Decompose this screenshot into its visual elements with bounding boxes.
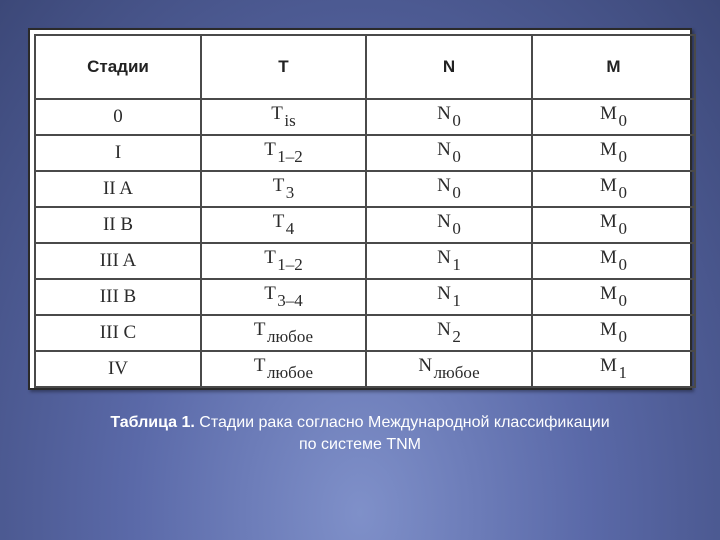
n-subscript: любое [433,363,480,382]
stage-cell: II A [35,171,201,207]
stage-cell: 0 [35,99,201,135]
table-body [35,99,695,387]
m-subscript: 1 [618,363,627,382]
m-subscript: 0 [618,255,627,274]
n-subscript: 1 [452,255,461,274]
t-symbol: T [253,319,266,340]
caption-label: Таблица 1. [110,414,195,431]
n-category-cell [366,315,532,351]
m-subscript: 0 [618,147,627,166]
n-symbol: N [437,211,452,232]
t-subscript: 3 [285,183,295,202]
n-symbol: N [437,319,452,340]
m-symbol: M [600,247,618,268]
n-symbol: N [437,247,452,268]
t-symbol: T [253,355,266,376]
m-category-cell [532,99,695,135]
t-symbol: T [272,175,285,196]
stage-cell: II B [35,207,201,243]
stage-cell: III A [35,243,201,279]
t-symbol: T [264,247,277,268]
table-row [35,315,695,351]
t-category-cell [201,351,366,387]
m-category-cell [532,351,695,387]
t-category-cell [201,279,366,315]
n-category-cell [366,171,532,207]
n-symbol: N [437,103,452,124]
t-category-cell [201,171,366,207]
n-subscript: 0 [452,183,461,202]
t-subscript: 1–2 [277,147,303,166]
stage-cell: IV [35,351,201,387]
n-category-cell [366,207,532,243]
n-subscript: 0 [452,219,461,238]
n-category-cell [366,135,532,171]
tnm-table-frame [28,28,692,390]
n-subscript: 1 [452,291,461,310]
n-symbol: N [418,355,433,376]
n-subscript: 2 [452,327,461,346]
header-n: N [366,35,532,99]
n-category-cell [366,99,532,135]
m-category-cell [532,315,695,351]
m-subscript: 0 [618,111,627,130]
m-category-cell [532,279,695,315]
n-subscript: 0 [452,147,461,166]
t-subscript: 3–4 [277,291,303,310]
t-category-cell [201,207,366,243]
m-symbol: M [600,319,618,340]
caption-text: Стадии рака согласно Международной классификации по системе TNM [194,414,610,453]
table-row [35,135,695,171]
t-category-cell [201,243,366,279]
table-header-row [35,35,695,99]
t-category-cell [201,135,366,171]
t-category-cell [201,99,366,135]
m-symbol: M [600,355,618,376]
m-symbol: M [600,103,618,124]
m-symbol: M [600,211,618,232]
table-row [35,279,695,315]
m-category-cell [532,135,695,171]
t-symbol: T [272,211,285,232]
table-row [35,171,695,207]
table-caption [100,412,620,456]
m-subscript: 0 [618,291,627,310]
n-symbol: N [437,139,452,160]
m-symbol: M [600,139,618,160]
m-symbol: M [600,175,618,196]
m-category-cell [532,243,695,279]
t-symbol: T [264,139,277,160]
t-subscript: любое [267,327,314,346]
table-row [35,99,695,135]
stage-cell: I [35,135,201,171]
header-stage: Стадии [35,35,201,99]
stage-cell: III C [35,315,201,351]
n-subscript: 0 [452,111,461,130]
stage-cell: III B [35,279,201,315]
n-symbol: N [437,175,452,196]
t-subscript: любое [267,363,314,382]
table-row [35,351,695,387]
m-category-cell [532,207,695,243]
m-subscript: 0 [618,219,627,238]
tnm-staging-table [34,34,696,388]
n-category-cell [366,351,532,387]
table-row [35,243,695,279]
t-category-cell [201,315,366,351]
t-symbol: T [264,283,277,304]
header-m: M [532,35,695,99]
n-category-cell [366,279,532,315]
t-subscript: 1–2 [277,255,303,274]
t-subscript: is [284,111,296,130]
m-category-cell [532,171,695,207]
m-subscript: 0 [618,183,627,202]
t-symbol: T [271,103,284,124]
n-category-cell [366,243,532,279]
header-t: T [201,35,366,99]
m-subscript: 0 [618,327,627,346]
table-row [35,207,695,243]
n-symbol: N [437,283,452,304]
t-subscript: 4 [285,219,295,238]
m-symbol: M [600,283,618,304]
